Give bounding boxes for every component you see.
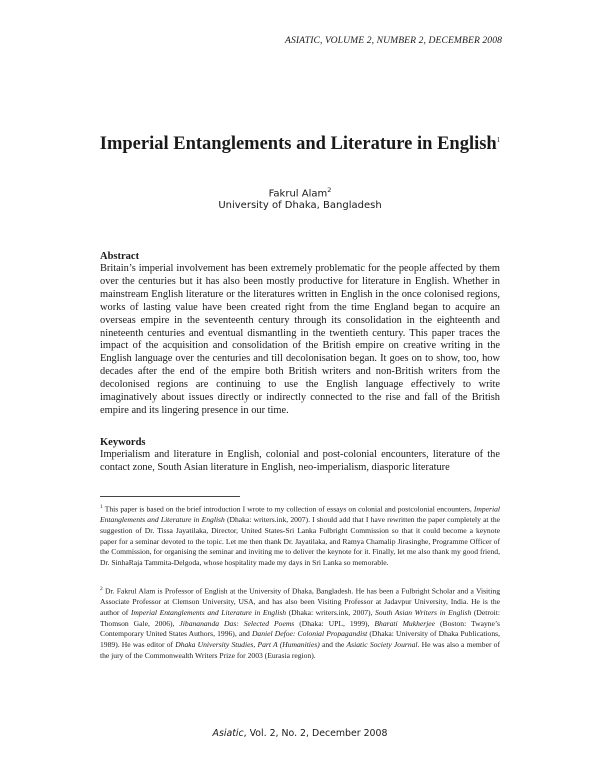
- author-name-text: Fakrul Alam: [268, 188, 328, 200]
- footnote-text: (Boston: Twayne’s Contemporary United States Authors, 1996), and: [100, 618, 500, 639]
- footnote-journal-title: Dhaka University Studies, Part A (Humanities): [175, 640, 320, 650]
- footnote-book-title: Daniel Defoe: Colonial Propagandist: [251, 629, 368, 639]
- footnote-text: (Dhaka: UPL, 1999),: [294, 618, 375, 628]
- footnote-separator: [100, 496, 240, 497]
- footer-issue-info: , Vol. 2, No. 2, December 2008: [243, 728, 388, 739]
- footnote-1: [100, 502, 500, 569]
- paper-title: [0, 134, 600, 155]
- footnote-journal-title: Asiatic Society Journal: [346, 640, 418, 650]
- footnote-text: (Dhaka: writers.ink, 2007),: [286, 607, 376, 617]
- abstract-heading: Abstract: [100, 251, 140, 262]
- author-affiliation: University of Dhaka, Bangladesh: [218, 200, 382, 211]
- footnote-text: . He was also a member of the jury of the Commonwealth Writers Prize for 2003 (Eurasia region).: [100, 640, 500, 660]
- page-footer: [0, 728, 600, 739]
- author-footnote-mark: 2: [327, 186, 332, 194]
- footnote-text: (Detroit: Thomson Gale, 2006),: [100, 607, 501, 628]
- footer-journal-name: Asiatic: [212, 728, 244, 739]
- keywords-heading: Keywords: [100, 437, 146, 448]
- footnote-2-mark: 2: [100, 586, 103, 592]
- footnote-book-title: South Asian Writers in English: [375, 607, 472, 617]
- footnote-book-title: Imperial Entanglements and Literature in English: [100, 504, 500, 525]
- footnote-text: and the: [319, 640, 347, 650]
- author-name: [0, 186, 600, 199]
- footnote-2: [100, 584, 500, 661]
- keywords-text: Imperialism and literature in English, colonial and post-colonial encounters, literature of the contact zone, South Asian literature in English, neo-imperialism, diasporic literature: [100, 449, 500, 473]
- abstract-text: Britain’s imperial involvement has been extremely problematic for the people affected by them over the centuries but it has also been mostly productive for literature in English. Whether in mainstream English literature or the literatures written in English in the once colonised regions, works of lasting value have been created right from the time England began to acquire an overseas empire in the seventeenth century through its consolidation in the eighteenth and nineteenth centuries and eventual dismantling in the twentieth century. This paper traces the impact of the acquisition and consolidation of the British empire on creative writing in the English language over the centuries and till decolonisation began. It goes on to show, too, how decades after the end of the empire both British writers and non-British writers from the decolonised regions are continuing to use the English language effectively to write imaginatively about issues directly or indirectly connected to the rise and fall of the British empire and its lingering presence in our time.: [100, 263, 500, 416]
- abstract-section: [100, 251, 500, 418]
- footnote-1-mark: 1: [100, 504, 103, 510]
- title-footnote-mark: 1: [496, 135, 501, 144]
- keywords-section: [100, 437, 500, 475]
- footnote-text: Dr. Fakrul Alam is Professor of English at the University of Dhaka, Bangladesh. He has been a Fulbright Scholar and a Visiting Associate Professor at Clemson University, USA, and has also been Visiting Professor at Jadavpur University, India. He is the author of: [100, 586, 500, 617]
- footnote-book-title: Bharati Mukherjee: [374, 618, 436, 628]
- running-head: ASIATIC, VOLUME 2, NUMBER 2, DECEMBER 2008: [285, 35, 502, 46]
- footnote-text: (Dhaka: University of Dhaka Publications, 1989). He was editor of: [100, 629, 500, 650]
- footnote-text: (Dhaka: writers.ink, 2007). I should add that I have rewritten the paper completely at the suggestion of Dr. Tissa Jayatilaka, Director, United States-Sri Lanka Fulbright Commission so that it could become a keynote paper for a seminar devoted to the topic. Let me then thank Dr. Jayatilaka, and Ramya Chamalip Jirasinghe, Programme Officer of the Commission, for organising the seminar and inviting me to deliver the keynote for it. Finally, let me also thank my good friend, Dr. SinhaRaja Tammita-Delgoda, whose hospitality made my days in Sri Lanka so memorable.: [100, 515, 500, 568]
- paper-title-text: Imperial Entanglements and Literature in English: [99, 134, 497, 154]
- footnote-book-title: Jibanananda Das: Selected Poems: [179, 618, 295, 628]
- footnote-text: This paper is based on the brief introduction I wrote to my collection of essays on colonial and postcolonial encounters,: [102, 504, 474, 514]
- footnote-book-title: Imperial Entanglements and Literature in English: [130, 607, 287, 617]
